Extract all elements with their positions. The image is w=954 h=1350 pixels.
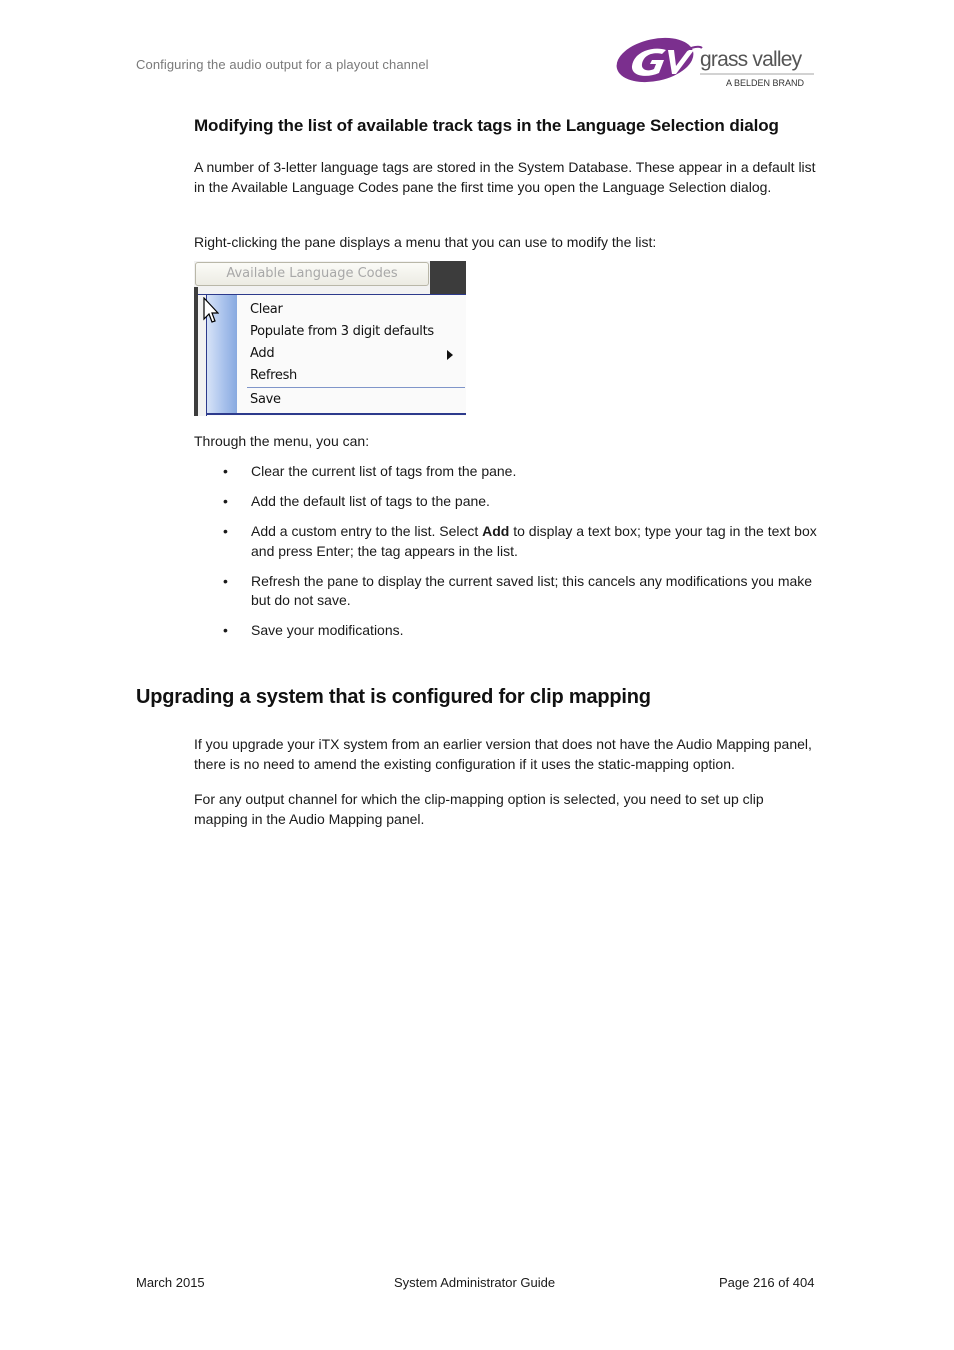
- footer-page-number: Page 216 of 404: [719, 1275, 815, 1290]
- menu-item-populate-defaults[interactable]: Populate from 3 digit defaults: [250, 324, 434, 339]
- paragraph-language-tags-intro: A number of 3-letter language tags are stored in the System Database. These appear in a default list in the Available Language Codes pane the first time you open the Language Selection dialog.: [194, 159, 816, 195]
- pane-left-border: [194, 287, 198, 416]
- list-item: • Add the default list of tags to the pane.: [220, 492, 820, 512]
- paragraph-clip-mapping: For any output channel for which the clip-mapping option is selected, you need to set up clip mapping in the Audio Mapping panel.: [194, 791, 764, 827]
- context-menu: [206, 294, 466, 416]
- section-heading-clip-mapping: Upgrading a system that is configured for clip mapping: [136, 686, 651, 708]
- paragraph-right-click: Right-clicking the pane displays a menu that you can use to modify the list:: [194, 234, 657, 250]
- menu-item-refresh[interactable]: Refresh: [250, 368, 297, 383]
- logo-tagline: A BELDEN BRAND: [726, 78, 805, 88]
- footer-guide-title: System Administrator Guide: [394, 1275, 556, 1290]
- bullet-icon: •: [223, 463, 228, 479]
- menu-separator: [247, 387, 465, 388]
- list-item: • Clear the current list of tags from the pane.: [220, 462, 820, 482]
- capabilities-list: [220, 462, 820, 651]
- list-item: • Add a custom entry to the list. Select Add to display a text box; type your tag in the text box and press Enter; the tag appears in the list.: [223, 523, 817, 559]
- submenu-arrow-icon: [447, 350, 453, 360]
- bullet-icon: •: [223, 622, 228, 638]
- menu-item-save[interactable]: Save: [250, 392, 281, 407]
- bullet-icon: •: [223, 523, 228, 539]
- logo-text: grass valley: [700, 48, 802, 71]
- pane-title-bar: Available Language Codes: [195, 262, 429, 286]
- list-item: • Refresh the pane to display the current saved list; this cancels any modifications you make but do not save.: [223, 572, 813, 608]
- bullet-icon: •: [223, 493, 228, 509]
- emphasis-add: Add: [482, 523, 510, 539]
- paragraph-through-menu: Through the menu, you can:: [194, 433, 370, 449]
- section-heading-language-tags: Modifying the list of available track tags in the Language Selection dialog: [194, 116, 779, 135]
- running-header: Configuring the audio output for a playout channel: [136, 57, 429, 72]
- list-item: • Save your modifications.: [220, 621, 820, 641]
- grass-valley-logo: [614, 36, 818, 90]
- menu-bottom-border: [206, 413, 466, 415]
- footer-date: March 2015: [136, 1275, 205, 1290]
- paragraph-upgrade: If you upgrade your iTX system from an earlier version that does not have the Audio Mapping panel, there is no need to amend the existing configuration if it uses the static-mapping option.: [194, 736, 812, 772]
- mouse-pointer-icon: [203, 297, 219, 327]
- menu-item-clear[interactable]: Clear: [250, 302, 283, 317]
- bullet-icon: •: [223, 572, 228, 589]
- menu-item-add[interactable]: Add: [250, 346, 275, 361]
- dark-panel-corner: [430, 261, 466, 295]
- context-menu-screenshot: [194, 261, 466, 416]
